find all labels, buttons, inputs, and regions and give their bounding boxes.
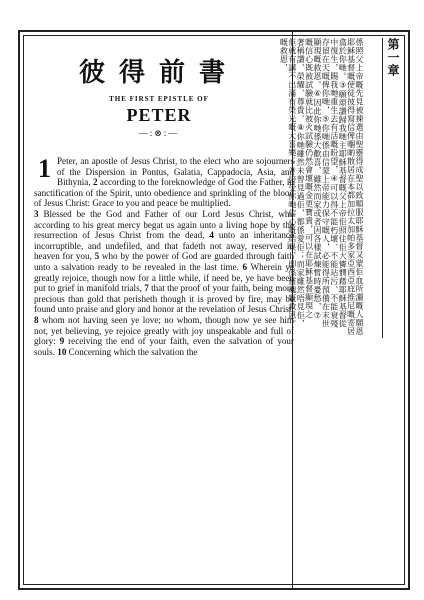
verse-4: unto an inheritance incorruptible, and undefiled, and that fadeth not away, reserved in heaven for you,	[34, 230, 294, 262]
verse-number: 9	[59, 336, 65, 347]
verse-number: 3	[34, 208, 39, 219]
english-verses	[34, 156, 294, 357]
verse-number: 7	[144, 283, 149, 294]
chinese-book-title: 彼得前書	[78, 58, 239, 88]
verse-10: Concerning which the salvation the	[68, 346, 198, 357]
verse-number: 5	[94, 251, 100, 262]
english-text-column	[34, 156, 294, 596]
verse-number: 2	[92, 177, 98, 188]
book-title: PETER	[126, 105, 192, 125]
verse-number: 4	[209, 230, 214, 241]
verse-9: receiving the end of your faith, even the salvation of your souls.	[34, 336, 295, 357]
chinese-text-column: 翕於你哋。③願頌讚歸我哋主耶穌基督嘅父上帝佢照住佢大憐憫藉耶穌基督從	[338, 38, 348, 328]
chinese-text-column: 著稱讚、榮耀、尊貴。⑧你哋雖然未曾見過佢，都係愛佢；而家雖然唔見佢，	[296, 38, 306, 328]
chinese-text-column: 存留在天嘅俾你哋，⑤你哋係由信蒙上帝能力保守嘅人，必能得所預備在末世	[321, 38, 331, 328]
chinese-text-column: 佢就有講不出滿有榮光嘅大喜樂；⑨接受你哋信心嘅結果，即係靈魂嘅救恩。	[287, 38, 297, 328]
page-header	[24, 36, 294, 148]
chinese-chapter-label: 第一章	[386, 38, 400, 77]
ornament-divider: —:⊗:—	[138, 128, 180, 138]
chinese-text-column: 中復生，賜我哋重生去有活嘅盼望，④可以得不能朽壞、不能玷污、不能衰殘	[329, 38, 339, 328]
chapter-number: 1	[38, 154, 51, 183]
chinese-text-column: 嘅救恩，	[279, 38, 289, 72]
verse-number: 10	[57, 346, 67, 357]
verse-number: 8	[34, 314, 39, 325]
verse-2: according to the foreknowledge of God the Father, in sanctification of the Spirit, unto obedience and sprinkling of the blood of Jesus Christ: Grace to you and peace be multiplied.	[34, 177, 294, 209]
verse-3: Blessed be the God and Father of our Lord Jesus Christ, who according to his great mercy begat us again unto a living hope by the resurrection of Jesus Christ from the dead,	[34, 208, 294, 241]
verse-7: that the proof of your faith, being more precious than gold that perisheth though it is proved by fire, may be found unto praise and glory and honor at the revelation of Jesus Christ:	[34, 283, 294, 315]
verse-8: whom not having seen ye love; no whom, though now ye see him not, yet believing, ye rejoice greatly with joy unspeakable and full of glory:	[34, 314, 294, 347]
bible-page	[18, 30, 410, 590]
chinese-text-column: 耶穌基督嘅使徒彼得寫信俾嗰啲散居在本都加拉太加帕多家亞西亞庇推尼嘅寄居	[346, 38, 356, 336]
verse-1: Peter, an apostle of Jesus Christ, to the elect who are sojourners of the Dispersion in Pontus, Galatia, Cappadocia, Asia, and Bithynia,	[57, 156, 294, 188]
verse-6: Wherein ye greatly rejoice, though now for a little while, if need be, ye have been put to grief in manifold trials,	[34, 261, 295, 294]
chinese-text-column: 顯現嘅救恩。⑥因此你哋係大歡喜，雖然而家或者因各樣試煉暫時憂愁，⑦	[313, 38, 322, 321]
chinese-text-column: 係照父上帝嘅先見被揀選由聖靈得成聖以致順服耶穌基督又蒙佢血所灑嘅人願恩	[355, 38, 364, 336]
verse-number: 6	[242, 261, 248, 272]
chinese-text-column: 嘅信心既被試驗就比被火試驗仍然會壞嘅金更寶貴，可以在耶穌基督顯現之	[304, 38, 314, 319]
chinese-chapter-divider	[382, 38, 383, 338]
verse-5: who by the power of God are guarded through faith unto a salvation ready to be revealed in the last time.	[34, 251, 294, 272]
epistle-subtitle: THE FIRST EPISTLE OF	[109, 95, 209, 103]
